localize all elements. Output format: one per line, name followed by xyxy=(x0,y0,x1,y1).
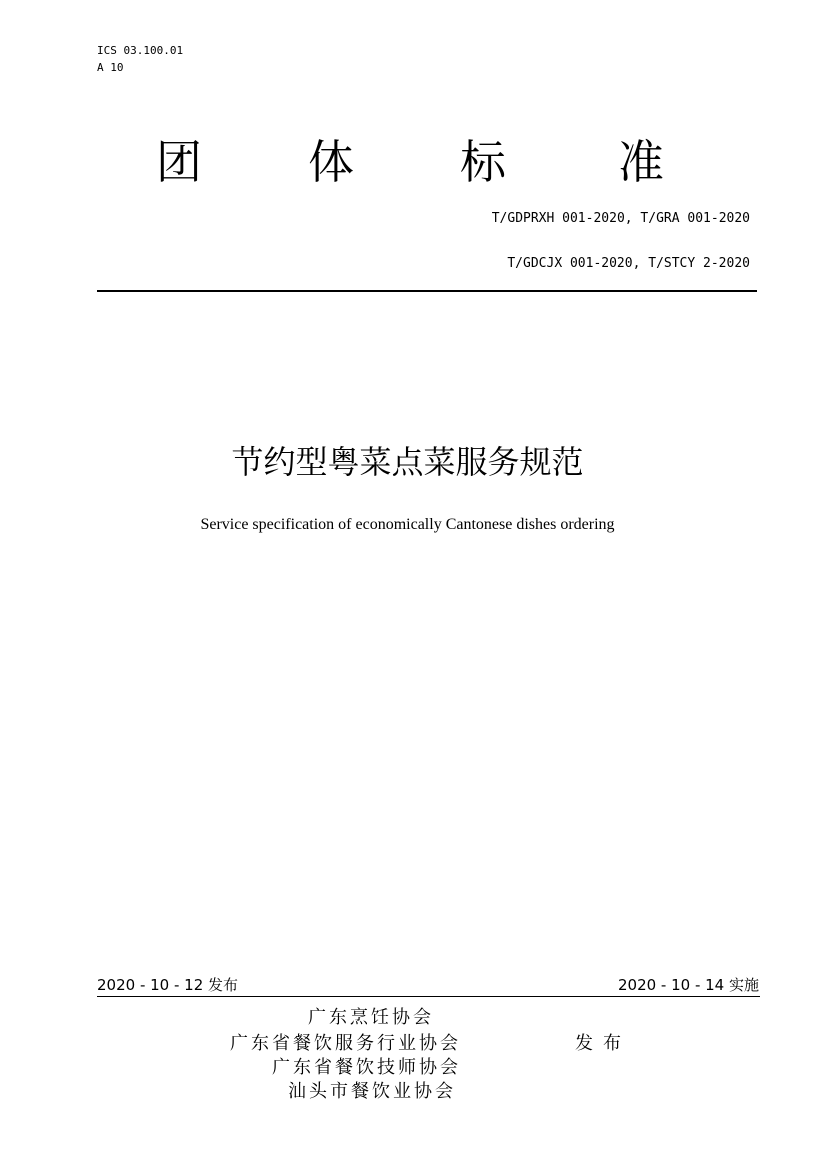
category-char-2: 体 xyxy=(308,135,354,189)
document-category xyxy=(140,132,700,196)
category-char-1: 团 xyxy=(156,135,202,189)
standard-number-line-1: T/GDPRXH 001-2020, T/GRA 001-2020 xyxy=(491,211,750,226)
document-title: 节约型粤菜点菜服务规范 xyxy=(231,443,584,481)
ics-block xyxy=(97,42,183,76)
publisher-1: 广东烹饪协会 xyxy=(308,1007,434,1028)
category-char-3: 标 xyxy=(460,135,506,189)
footer-divider xyxy=(97,996,760,997)
publisher-4: 汕头市餐饮业协会 xyxy=(288,1081,456,1102)
publisher-2: 广东省餐饮服务行业协会 xyxy=(230,1033,461,1054)
category-char-4: 准 xyxy=(618,135,664,189)
ccs-code: A 10 xyxy=(97,61,124,74)
ics-code: ICS 03.100.01 xyxy=(97,44,184,57)
standard-number-line-2: T/GDCJX 001-2020, T/STCY 2-2020 xyxy=(507,256,750,271)
header-divider xyxy=(97,290,757,292)
implement-date: 2020 - 10 - 14 实施 xyxy=(617,976,759,994)
publish-date: 2020 - 10 - 12 发布 xyxy=(97,976,239,994)
document-title-english: Service specification of economically Cantonese dishes ordering xyxy=(200,516,615,533)
issue-label: 发布 xyxy=(575,1033,631,1054)
publisher-3: 广东省餐饮技师协会 xyxy=(272,1057,461,1078)
